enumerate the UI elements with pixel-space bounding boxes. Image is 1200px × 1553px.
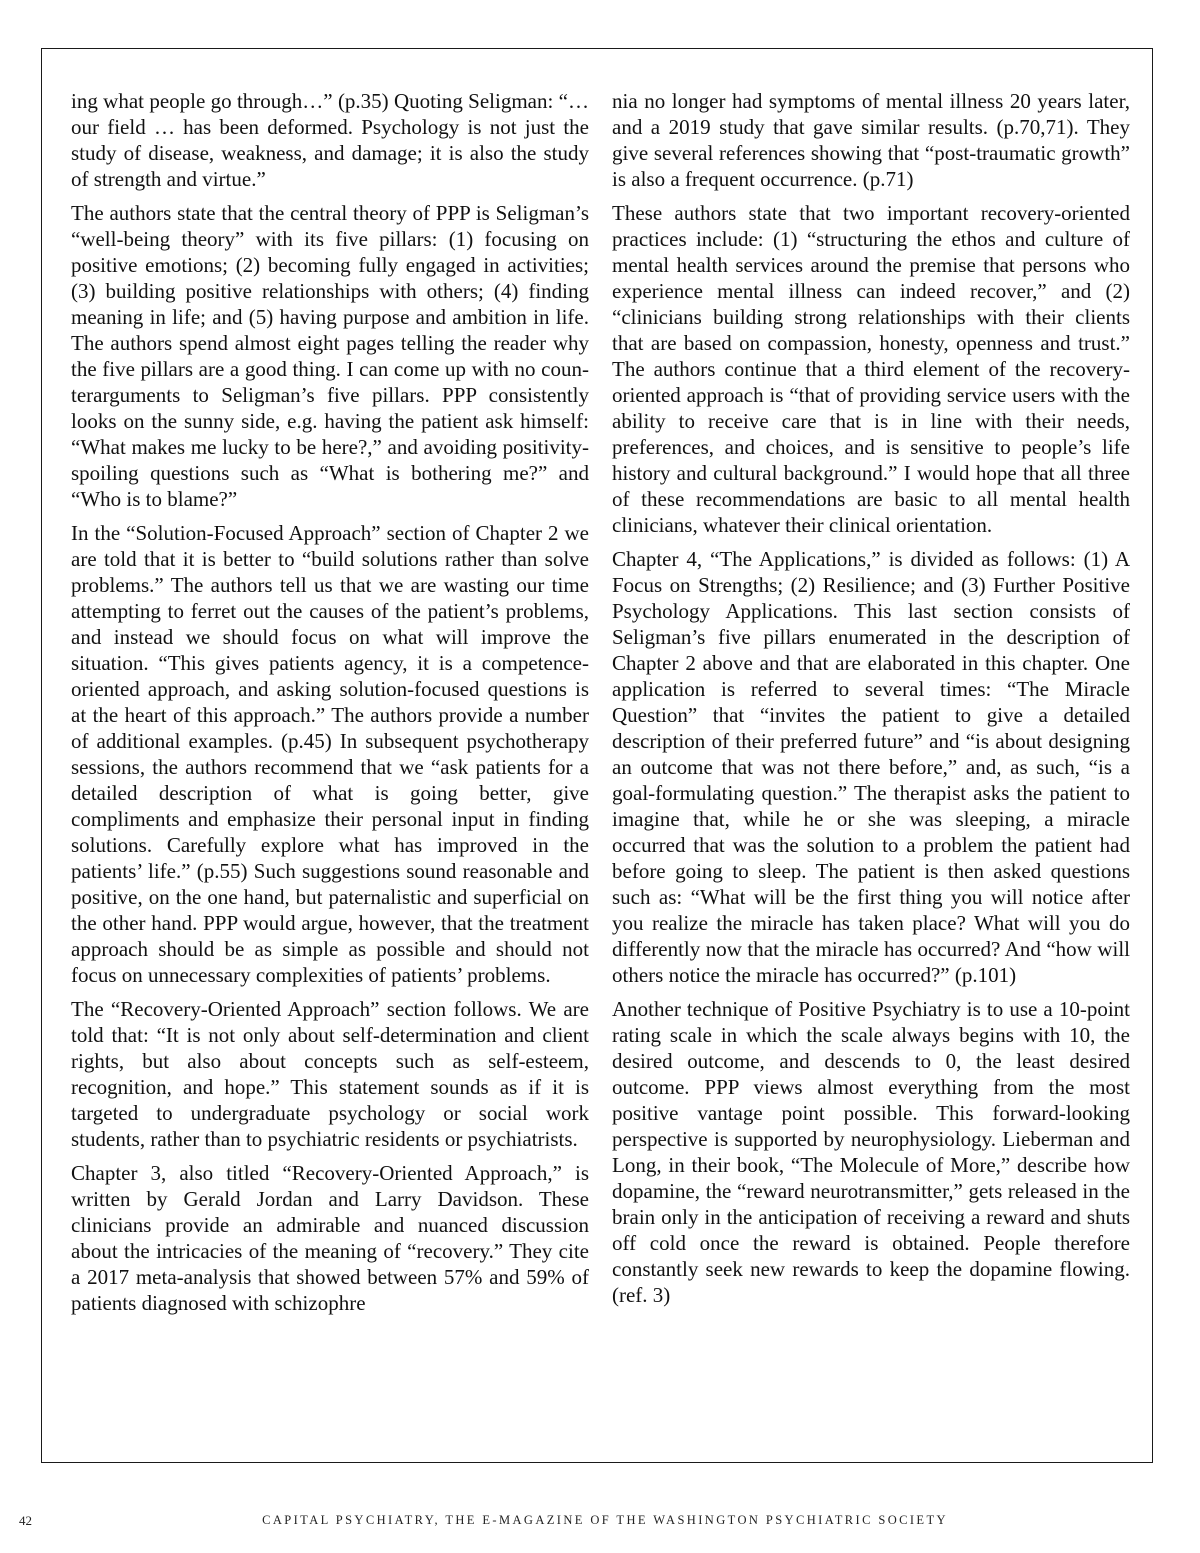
left-column bbox=[71, 88, 589, 1324]
article-frame bbox=[41, 48, 1153, 1463]
paragraph: Chapter 3, also titled “Recovery-Oriented Approach,” is written by Gerald Jordan and Larry Davidson. These clinicians provide an admirable and nuanced discussion about the intricacies of the meaning of “recovery.” They cite a 2017 meta-analysis that showed between 57% and 59% of patients diagnosed with schizophre bbox=[71, 1161, 589, 1315]
paragraph: The “Recovery-Oriented Approach” section follows. We are told that: “It is not only about self-determination and client rights, but also about concepts such as self-esteem, recognition, and hope.” This statement sounds as if it is targeted to undergraduate psychology or social work students, rather than to psychiatric residents or psychiatrists. bbox=[71, 997, 589, 1151]
paragraph: In the “Solution-Focused Approach” section of Chapter 2 we are told that it is better to “build solutions rather than solve problems.” The authors tell us that we are wasting our time attempting to ferret out the causes of the patient’s problems, and instead we should focus on what will improve the situation. “This gives patients agency, it is a competence-oriented approach, and asking solution-focused questions is at the heart of this approach.” The authors provide a number of additional examples. (p.45) In subsequent psychotherapy sessions, the authors recommend that we “ask patients for a detailed description of what is going better, give compliments and emphasize their personal input in finding solutions. Carefully explore what has improved in the patients’ life.” (p.55) Such suggestions sound reasonable and positive, on the one hand, but paternalistic and superficial on the other hand. PPP would argue, however, that the treatment approach should be as simple as possible and should not focus on unnecessary complexities of patients’ problems. bbox=[71, 521, 589, 987]
paragraph: nia no longer had symptoms of mental illness 20 years later, and a 2019 study that gave similar results. (p.70,71). They give several references showing that “post-traumatic growth” is also a frequent occurrence. (p.71) bbox=[612, 89, 1130, 191]
paragraph: The authors state that the central theory of PPP is Seligman’s “well-being theory” with its five pillars: (1) focusing on positive emotions; (2) becoming fully engaged in activities; (3) building positive relationships with others; (4) finding meaning in life; and (5) having purpose and ambition in life. The authors spend almost eight pages telling the reader why the five pillars are a good thing. I can come up with no counterarguments to Seligman’s five pillars. PPP consistently looks on the sunny side, e.g. having the patient ask himself: “What makes me lucky to be here?,” and avoiding positivity-spoiling questions such as “What is bothering me?” and “Who is to blame?” bbox=[71, 201, 589, 511]
page-number: 42 bbox=[19, 1513, 32, 1528]
page-footer bbox=[0, 1513, 1200, 1533]
magazine-title: CAPITAL PSYCHIATRY, THE E-MAGAZINE OF THE WASHINGTON PSYCHIATRIC SOCIETY bbox=[262, 1513, 948, 1527]
paragraph: Another technique of Positive Psychiatry is to use a 10-point rating scale in which the scale always begins with 10, the desired outcome, and descends to 0, the least desired outcome. PPP views almost everything from the most positive vantage point possible. This forward-looking perspective is supported by neurophysiology. Lieberman and Long, in their book, “The Molecule of More,” describe how dopamine, the “reward neurotransmitter,” gets released in the brain only in the anticipation of receiving a reward and shuts off cold once the reward is obtained. People therefore constantly seek new rewards to keep the dopamine flowing. (ref. 3) bbox=[612, 997, 1130, 1307]
paragraph: ing what people go through…” (p.35) Quoting Seligman: “…our field … has been deformed. Psychology is not just the study of disease, weakness, and damage; it is also the study of strength and virtue.” bbox=[71, 89, 589, 191]
paragraph: Chapter 4, “The Applications,” is divided as follows: (1) A Focus on Strengths; (2) Resilience; and (3) Further Positive Psychology Applications. This last section consists of Seligman’s five pillars enumerated in the description of Chapter 2 above and that are elaborated in this chapter. One application is referred to several times: “The Miracle Question” that “invites the patient to give a detailed description of their preferred future” and “is about designing an outcome that was not there before,” and, as such, “is a goal-formulating question.” The therapist asks the patient to imagine that, while he or she was sleeping, a miracle occurred that was the solution to a problem the patient had before going to sleep. The patient is then asked questions such as: “What will be the first thing you will notice after you realize the miracle has taken place? What will you do differently now that the miracle has occurred? And “how will others notice the miracle has occurred?” (p.101) bbox=[612, 547, 1130, 987]
right-column bbox=[612, 88, 1130, 1316]
paragraph: These authors state that two important recovery-oriented practices include: (1) “structuring the ethos and culture of mental health services around the premise that persons who experience mental illness can indeed recover,” and (2) “clinicians building strong relationships with their clients that are based on compassion, honesty, openness and trust.” The authors continue that a third element of the recovery-oriented approach is “that of providing service users with the ability to receive care that is in line with their needs, preferences, and choices, and is sensitive to people’s life history and cultural background.” I would hope that all three of these recommendations are basic to all mental health clinicians, whatever their clinical orientation. bbox=[612, 201, 1130, 537]
